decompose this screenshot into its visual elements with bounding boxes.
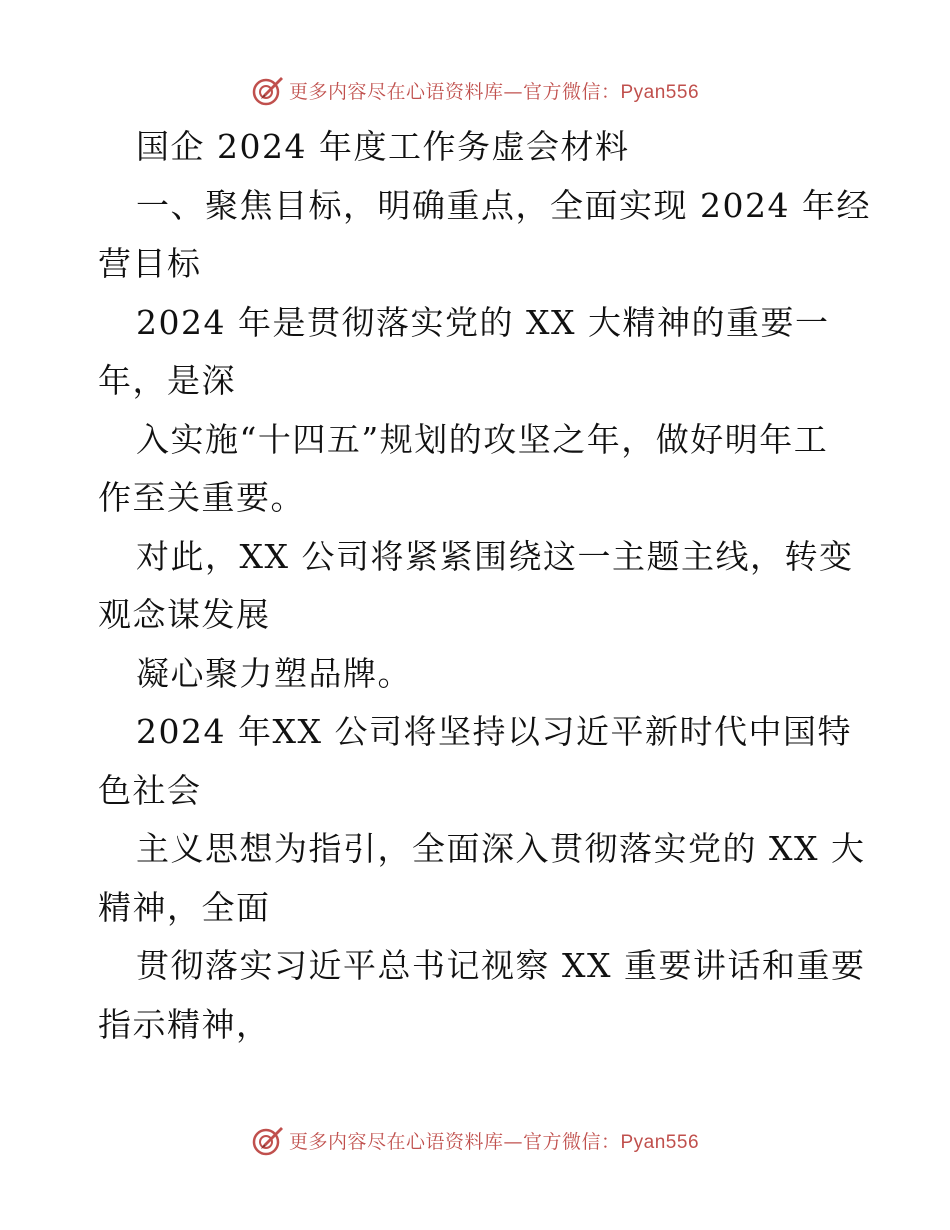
paragraph-line: 2024 年XX 公司将坚持以习近平新时代中国特 — [136, 712, 852, 751]
pen-logo-icon — [251, 1123, 285, 1157]
paragraph-line: 2024 年是贯彻落实党的 XX 大精神的重要一 — [136, 303, 830, 342]
section-heading-line: 营目标 — [98, 244, 202, 283]
watermark-id: Pyan556 — [620, 81, 700, 103]
section-heading-line: 一、聚焦目标，明确重点，全面实现 2024 年经 — [136, 186, 871, 225]
watermark-text: 更多内容尽在心语资料库—官方微信：Pyan556 — [288, 1130, 700, 1153]
footer-watermark — [0, 1120, 950, 1160]
paragraph-line: 主义思想为指引，全面深入贯彻落实党的 XX 大 — [136, 829, 866, 868]
paragraph-line: 观念谋发展 — [98, 595, 271, 634]
paragraph-line: 凝心聚力塑品牌。 — [136, 654, 412, 693]
paragraph-line: 指示精神， — [98, 1005, 271, 1044]
paragraph-line: 作至关重要。 — [98, 478, 305, 517]
paragraph-line: 色社会 — [98, 771, 202, 810]
paragraph-line: 贯彻落实习近平总书记视察 XX 重要讲话和重要 — [136, 946, 866, 985]
paragraph-line: 入实施“十四五”规划的攻坚之年，做好明年工 — [136, 420, 829, 459]
paragraph-line: 年，是深 — [98, 361, 236, 400]
watermark-text: 更多内容尽在心语资料库—官方微信：Pyan556 — [288, 80, 700, 103]
paragraph-line: 对此，XX 公司将紧紧围绕这一主题主线，转变 — [136, 537, 854, 576]
watermark-id: Pyan556 — [620, 1131, 700, 1153]
paragraph-line: 精神，全面 — [98, 888, 271, 927]
document-title: 国企 2024 年度工作务虚会材料 — [136, 127, 630, 166]
